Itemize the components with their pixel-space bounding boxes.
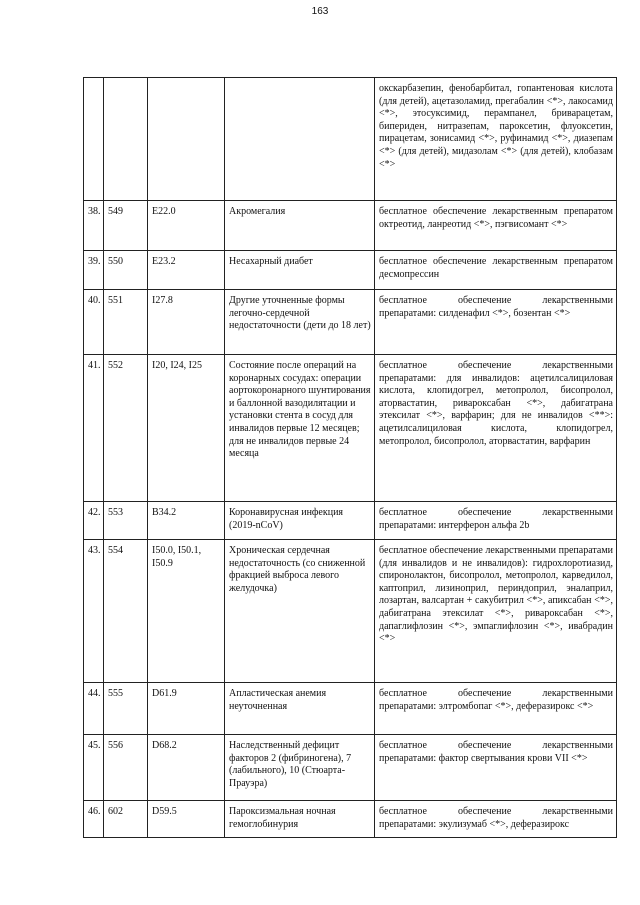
row-number: 39. [84,251,104,290]
icd-code: B34.2 [148,502,225,540]
row-id: 602 [104,801,148,838]
row-id: 550 [104,251,148,290]
icd-code: E22.0 [148,201,225,251]
drug-provision: бесплатное обеспечение лекарственным препаратом десмопрессин [375,251,617,290]
row-number: 44. [84,683,104,735]
icd-code: E23.2 [148,251,225,290]
icd-code: D61.9 [148,683,225,735]
row-number: 40. [84,290,104,355]
drug-provision: бесплатное обеспечение лекарственными препаратами: экулизумаб <*>, деферазирокс [375,801,617,838]
table-row [84,78,617,201]
medications-table [83,77,617,838]
table-row [84,735,617,801]
icd-code: I20, I24, I25 [148,355,225,502]
disease-name: Пароксизмальная ночная гемоглобинурия [225,801,375,838]
disease-name: Несахарный диабет [225,251,375,290]
drug-provision: бесплатное обеспечение лекарственными препаратами: фактор свертывания крови VII <*> [375,735,617,801]
row-id: 556 [104,735,148,801]
row-number: 46. [84,801,104,838]
row-id: 552 [104,355,148,502]
table-row [84,251,617,290]
table-row [84,201,617,251]
row-number: 43. [84,540,104,683]
disease-name: Апластическая анемия неуточненная [225,683,375,735]
row-number: 41. [84,355,104,502]
drug-provision: бесплатное обеспечение лекарственным препаратом октреотид, ланреотид <*>, пэгвисомант <*> [375,201,617,251]
table-row [84,502,617,540]
disease-name: Коронавирусная инфекция (2019-nCoV) [225,502,375,540]
drug-provision: бесплатное обеспечение лекарственными препаратами: силденафил <*>, бозентан <*> [375,290,617,355]
disease-name: Хроническая сердечная недостаточность (со сниженной фракцией выброса левого желудочка) [225,540,375,683]
icd-code [148,78,225,201]
row-number: 38. [84,201,104,251]
disease-name: Наследственный дефицит факторов 2 (фибриногена), 7 (лабильного), 10 (Стюарта-Прауэра) [225,735,375,801]
row-number: 42. [84,502,104,540]
icd-code: I27.8 [148,290,225,355]
row-id: 554 [104,540,148,683]
drug-provision: бесплатное обеспечение лекарственными препаратами: для инвалидов: ацетилсалициловая кислота, клопидогрел, метопролол, бисопролол, аторвастатин, ривароксабан <*>, дабигатрана этексилат <*>, варфарин; для не инвалидов <**>: ацетилсалициловая кислота, клопидогрел, метопролол, бисопролол, аторвастатин, варфарин [375,355,617,502]
drug-provision: бесплатное обеспечение лекарственными препаратами: интерферон альфа 2b [375,502,617,540]
page-number: 163 [311,6,329,17]
table-row [84,683,617,735]
row-id [104,78,148,201]
drug-provision: окскарбазепин, фенобарбитал, гопантеновая кислота (для детей), ацетазоламид, прегабалин <*>, лакосамид <*>, этосуксимид, перампанел, бриварацетам, бипериден, нитразепам, пароксетин, флуоксетин, пирацетам, зонисамид <*>, руфинамид <*>, диазепам <*> (для детей), мидазолам <*> (для детей), клобазам <*> [375,78,617,201]
disease-name: Другие уточненные формы легочно-сердечной недостаточности (дети до 18 лет) [225,290,375,355]
row-id: 549 [104,201,148,251]
disease-name [225,78,375,201]
table-row [84,540,617,683]
drug-provision: бесплатное обеспечение лекарственными препаратами (для инвалидов и не инвалидов): гидрохлоротиазид, спиронолактон, бисопролол, метопролол, карведилол, каптоприл, лизиноприл, периндоприл, эналаприл, лозартан, валсартан + сакубитрил <*>, апиксабан <*>, дабигатрана этексилат <*>, ривароксабан <*>, дапаглифлозин <*>, эмпаглифлозин <*>, ивабрадин <*> [375,540,617,683]
icd-code: I50.0, I50.1, I50.9 [148,540,225,683]
disease-name: Акромегалия [225,201,375,251]
table-row [84,355,617,502]
table-row [84,290,617,355]
row-number: 45. [84,735,104,801]
table-row [84,801,617,838]
icd-code: D59.5 [148,801,225,838]
row-id: 553 [104,502,148,540]
row-number [84,78,104,201]
row-id: 555 [104,683,148,735]
icd-code: D68.2 [148,735,225,801]
drug-provision: бесплатное обеспечение лекарственными препаратами: элтромбопаг <*>, деферазирокс <*> [375,683,617,735]
row-id: 551 [104,290,148,355]
disease-name: Состояние после операций на коронарных сосудах: операции аортокоронарного шунтирования и баллонной вазодилятации и установки стента в сосуд для инвалидов первые 12 месяцев; для не инвалидов первые 24 месяца [225,355,375,502]
